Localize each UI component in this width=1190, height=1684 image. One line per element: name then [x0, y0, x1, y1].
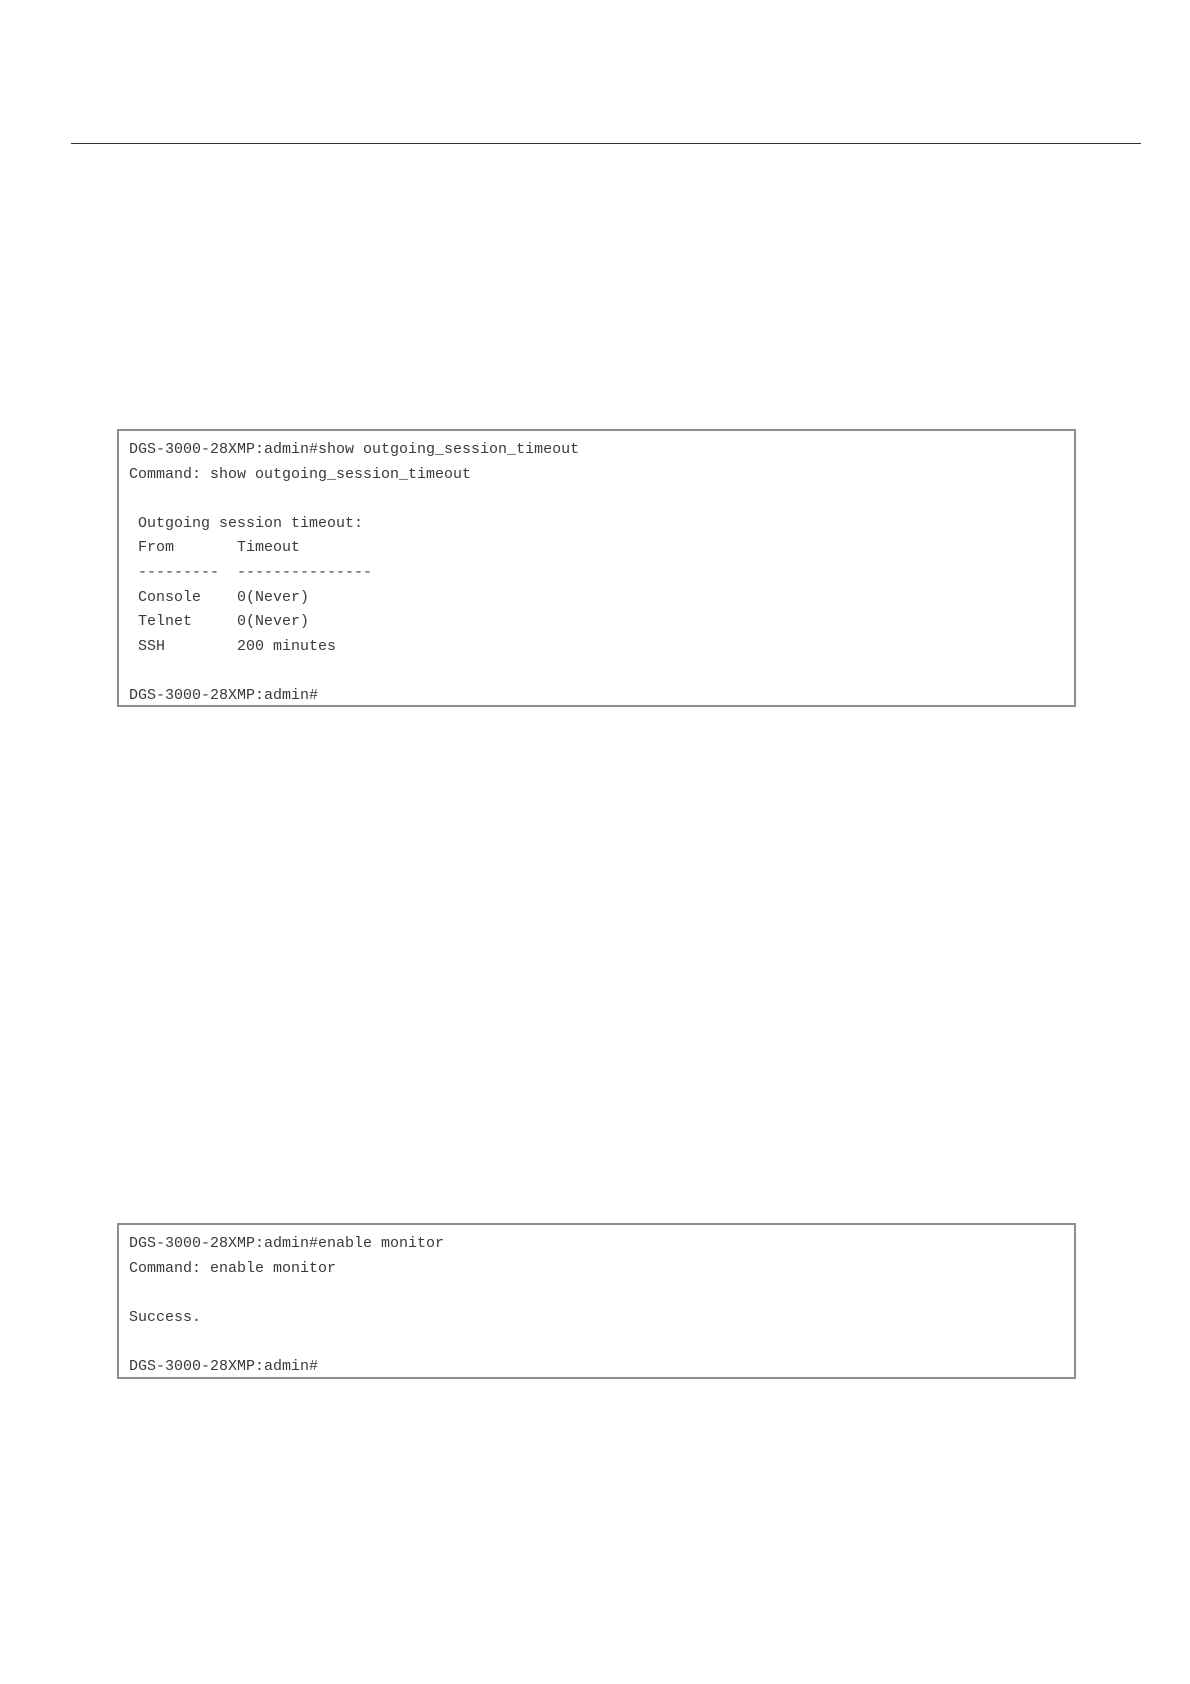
cli-blank-line	[129, 1281, 1064, 1306]
cli-command-echo: Command: enable monitor	[129, 1259, 337, 1277]
cli-example-show-outgoing-session-timeout	[117, 429, 1076, 707]
cli-output-row-console: Console 0(Never)	[129, 588, 310, 606]
cli-output-heading: Outgoing session timeout:	[129, 514, 364, 532]
cli-output-separator: --------- ---------------	[129, 563, 373, 581]
cli-command-prompt: DGS-3000-28XMP:admin#enable monitor	[129, 1235, 445, 1252]
cli-command-echo: Command: show outgoing_session_timeout	[129, 465, 472, 483]
cli-command-prompt: DGS-3000-28XMP:admin#show outgoing_session_timeout	[129, 441, 580, 458]
header-rule	[71, 143, 1141, 144]
cli-final-prompt: DGS-3000-28XMP:admin#	[129, 1357, 319, 1375]
cli-output-row-telnet: Telnet 0(Never)	[129, 613, 310, 631]
cli-example-enable-monitor	[117, 1223, 1076, 1379]
cli-blank-line	[129, 487, 1064, 512]
cli-final-prompt: DGS-3000-28XMP:admin#	[129, 686, 319, 704]
cli-output-row-ssh: SSH 200 minutes	[129, 637, 337, 655]
cli-blank-line	[129, 1330, 1064, 1355]
cli-output-success: Success.	[129, 1308, 202, 1326]
cli-blank-line	[129, 659, 1064, 684]
cli-output-column-headers: From Timeout	[129, 539, 301, 557]
